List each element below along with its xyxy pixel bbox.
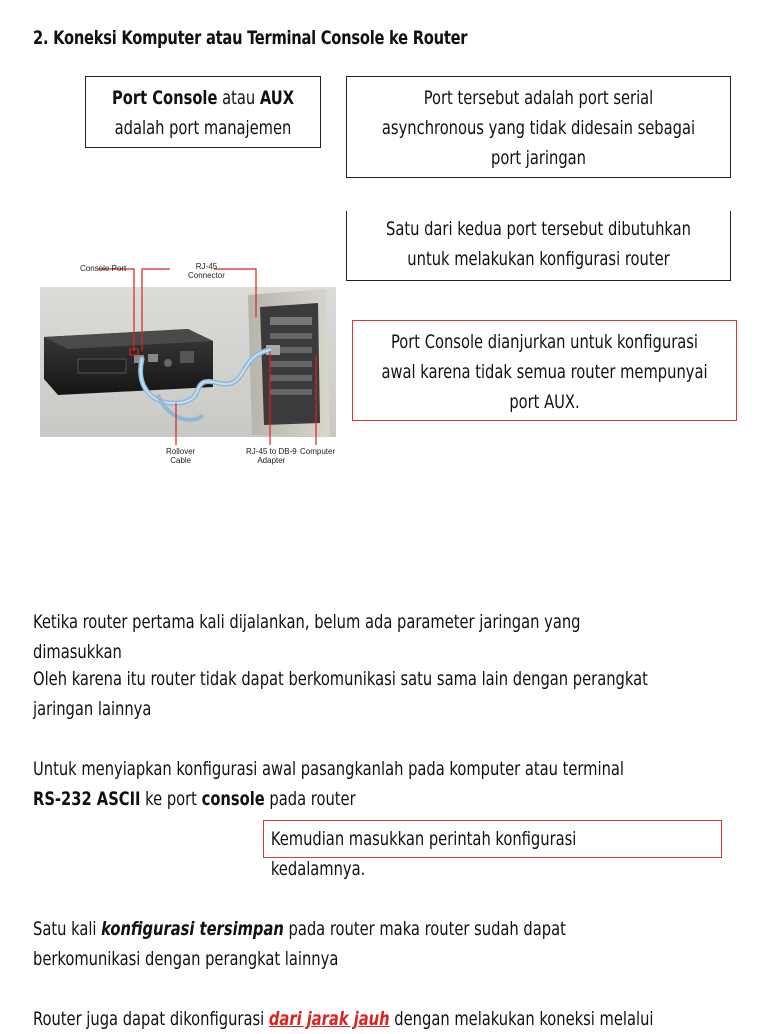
label-adapter-line1: RJ-45 to DB-9 (246, 447, 297, 456)
label-rj45-line1: RJ-45 (195, 262, 218, 271)
paragraph-text: Router juga dapat dikonfigurasi (33, 1008, 269, 1030)
paragraph-text: pada router (264, 788, 356, 810)
router-connection-photo (38, 255, 340, 468)
paragraph-remote-config (33, 1004, 669, 1034)
router-connection-illustration (38, 255, 340, 468)
callout-serial-port (346, 76, 731, 178)
callout-bold-port-console: Port Console (111, 87, 218, 109)
bold-italic-config-saved: konfigurasi tersimpan (101, 918, 284, 940)
callout-text: adalah port manajemen (114, 117, 292, 139)
paragraph-text: ke port (140, 788, 202, 810)
paragraph-config-saved (33, 914, 669, 974)
label-computer: Computer (300, 447, 336, 456)
callout-text: Satu dari kedua port tersebut dibutuhkan (385, 218, 691, 240)
section-heading: 2. Koneksi Komputer atau Terminal Console ke Router (33, 27, 468, 49)
callout-text: port jaringan (490, 147, 587, 169)
label-rollover-line2: Cable (170, 456, 192, 465)
callout-text: awal karena tidak semua router mempunyai (381, 361, 708, 383)
label-adapter (246, 447, 297, 465)
paragraph-text: Satu kali (33, 918, 102, 940)
paragraph-text: dengan melakukan koneksi melalui (389, 1008, 654, 1030)
label-rj45-line2: Connector (188, 271, 225, 280)
emphasis-remote: dari jarak jauh (268, 1008, 390, 1030)
callout-bold-aux: AUX (259, 87, 295, 109)
paragraph-setup-console (33, 754, 669, 814)
callout-enter-commands (263, 820, 722, 880)
callout-console-recommended (352, 320, 737, 421)
paragraph-router-first-run: Ketika router pertama kali dijalankan, belum ada parameter jaringan yang dimasukkan (33, 611, 581, 663)
paragraph-cannot-communicate: Oleh karena itu router tidak dapat berkomunikasi satu sama lain dengan perangkat jaringan lainnya (33, 668, 648, 720)
label-adapter-line2: Adapter (257, 456, 286, 465)
callout-text: atau (217, 87, 260, 109)
callout-port-console (85, 76, 321, 148)
paragraph-text: pada router maka router sudah dapat berkomunikasi dengan perangkat lainnya (33, 918, 566, 970)
callout-text: Port Console dianjurkan untuk konfigurasi (390, 331, 699, 353)
bold-console: console (201, 788, 265, 810)
callout-text: asynchronous yang tidak didesain sebagai (381, 117, 696, 139)
callout-text: untuk melakukan konfigurasi router (407, 248, 670, 270)
label-rj45-connector (188, 262, 225, 280)
label-rollover-line1: Rollover (166, 447, 196, 456)
callout-text: port AUX. (509, 391, 580, 413)
callout-one-port-needed (346, 211, 731, 281)
paragraph-text: Untuk menyiapkan konfigurasi awal pasangkanlah pada komputer atau terminal (33, 758, 624, 780)
callout-text: Kemudian masukkan perintah konfigurasi kedalamnya. (270, 828, 577, 880)
callout-text: Port tersebut adalah port serial (423, 87, 654, 109)
label-rollover-cable (166, 447, 195, 465)
label-console-port: Console Port (80, 264, 127, 273)
bold-rs232: RS-232 ASCII (33, 788, 141, 810)
